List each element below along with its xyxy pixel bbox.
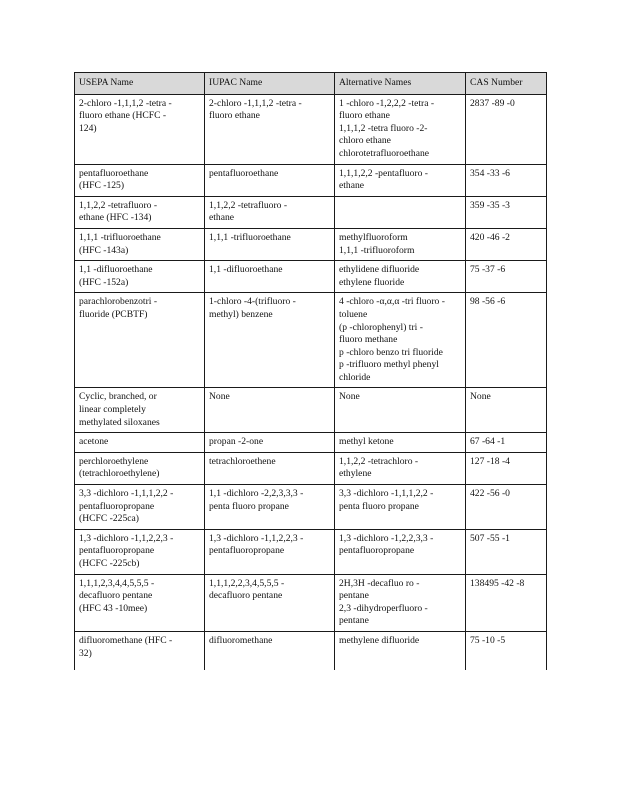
cell-text-line: ethane <box>209 212 235 224</box>
cell-text-line: (HCFC -225cb) <box>79 558 140 569</box>
cell-usepa-name <box>75 433 205 453</box>
cell-text-line: ethane <box>339 180 365 192</box>
cell-cas-number <box>466 452 547 484</box>
cell-text-line: perchloroethylene <box>79 455 149 467</box>
cell-usepa-name <box>75 293 205 388</box>
cell-text-line: methyl ketone <box>339 436 394 448</box>
cell-text-line: 2-chloro -1,1,1,2 -tetra - <box>209 97 302 109</box>
cell-text-line: 2-chloro -1,1,1,2 -tetra - <box>79 97 172 109</box>
cell-text-line: 75 -37 -6 <box>470 264 506 276</box>
table-row <box>75 196 547 228</box>
cell-text-line: methylfluoroform <box>339 231 408 243</box>
cell-text-line: 4 -chloro -α,α,α -tri fluoro - <box>339 296 445 308</box>
cell-cas-number <box>466 574 547 631</box>
cell-text-line: 1,1,1,2 -tetra fluoro -2- <box>339 122 428 134</box>
cell-text-line: chlorotetrafluoroethane <box>339 147 430 159</box>
cell-text-line: penta fluoro propane <box>339 500 419 512</box>
cell-text-line: difluoromethane (HFC - <box>79 634 173 646</box>
cell-text-line: 359 -35 -3 <box>470 199 510 211</box>
cell-iupac-name <box>205 388 335 433</box>
cell-text-line: 1,1,1,2,2,3,4,5,5,5 - <box>209 577 285 589</box>
table-row <box>75 164 547 196</box>
cell-text-line: 32) <box>79 647 92 659</box>
cell-iupac-name <box>205 631 335 670</box>
cell-alternative-names <box>335 196 466 228</box>
cell-usepa-name <box>75 196 205 228</box>
table-row <box>75 228 547 260</box>
cell-text-line: 98 -56 -6 <box>470 296 506 308</box>
cell-alternative-names <box>335 261 466 293</box>
cell-text-line: ethylene <box>339 468 372 480</box>
cell-text-line: 1,3 -dichloro -1,1,2,2,3 - <box>79 532 174 544</box>
cell-text-line: Cyclic, branched, or <box>79 391 157 403</box>
header-alternative-names: Alternative Names <box>335 73 466 95</box>
cell-iupac-name <box>205 452 335 484</box>
cell-iupac-name <box>205 433 335 453</box>
cell-text-line: (HFC -125) <box>79 180 125 192</box>
cell-text-line: 67 -64 -1 <box>470 436 506 448</box>
cell-usepa-name <box>75 574 205 631</box>
cell-text-line: 2H,3H -decafluo ro - <box>339 577 420 589</box>
cell-text-line: chloro ethane <box>339 135 391 147</box>
header-usepa-name: USEPA Name <box>75 73 205 95</box>
table-row <box>75 261 547 293</box>
cell-text-line: 420 -46 -2 <box>470 231 510 243</box>
cell-text-line: 1-chloro -4-(trifluoro - <box>209 296 296 308</box>
table-body <box>75 94 547 670</box>
cell-text-line: 1,1 -dichloro -2,2,3,3,3 - <box>209 488 304 500</box>
table-row <box>75 529 547 574</box>
cell-text-line: 124) <box>79 122 97 134</box>
cell-text-line: (HCFC -225ca) <box>79 513 139 525</box>
cell-text-line: 1,1,1,2,3,4,4,5,5,5 - <box>79 577 155 589</box>
cell-text-line: 1,3 -dichloro -1,1,2,2,3 - <box>209 532 304 544</box>
table-row <box>75 388 547 433</box>
cell-text-line: decafluoro pentane <box>209 590 283 602</box>
cell-cas-number <box>466 433 547 453</box>
header-row <box>75 73 547 95</box>
cell-text-line: pentane <box>339 590 369 602</box>
cell-iupac-name <box>205 94 335 164</box>
cell-alternative-names <box>335 433 466 453</box>
cell-text-line: 1,1,2,2 -tetrachloro - <box>339 455 419 467</box>
table-row <box>75 94 547 164</box>
cell-iupac-name <box>205 228 335 260</box>
cell-cas-number <box>466 631 547 670</box>
table-header <box>75 73 547 95</box>
cell-text-line: 354 -33 -6 <box>470 167 510 179</box>
cell-text-line: tetrachloroethene <box>209 455 276 467</box>
cell-text-line: pentafluoropropane <box>209 545 285 557</box>
cell-text-line: ethylene fluoride <box>339 276 405 288</box>
cell-cas-number <box>466 485 547 530</box>
cell-text-line: 422 -56 -0 <box>470 488 510 500</box>
cell-alternative-names <box>335 293 466 388</box>
table-row <box>75 452 547 484</box>
cell-cas-number <box>466 261 547 293</box>
cell-text-line: 1,1,2,2 -tetrafluoro - <box>79 199 158 211</box>
cell-text-line: (p -chlorophenyl) tri - <box>339 321 423 333</box>
table-row <box>75 293 547 388</box>
cell-text-line: p -chloro benzo tri fluoride <box>339 346 443 358</box>
cell-text-line: pentane <box>339 615 369 627</box>
cell-cas-number <box>466 529 547 574</box>
cell-iupac-name <box>205 574 335 631</box>
cell-text-line: decafluoro pentane <box>79 590 153 602</box>
cell-iupac-name <box>205 196 335 228</box>
cell-usepa-name <box>75 164 205 196</box>
cell-usepa-name <box>75 485 205 530</box>
cell-cas-number <box>466 164 547 196</box>
cell-usepa-name <box>75 452 205 484</box>
header-cas-number: CAS Number <box>466 73 547 95</box>
cell-text-line: 127 -18 -4 <box>470 455 510 467</box>
cell-usepa-name <box>75 529 205 574</box>
cell-text-line: pentafluoroethane <box>79 167 149 179</box>
cell-text-line: methyl) benzene <box>209 308 273 320</box>
cell-alternative-names <box>335 529 466 574</box>
cell-alternative-names <box>335 452 466 484</box>
cell-usepa-name <box>75 94 205 164</box>
cell-alternative-names <box>335 485 466 530</box>
cell-text-line: None <box>209 391 230 403</box>
cell-text-line: 507 -55 -1 <box>470 532 510 544</box>
cell-cas-number <box>466 196 547 228</box>
cell-text-line: 1,1,1 -trifluoroethane <box>209 231 291 243</box>
cell-text-line: pentafluoropropane <box>339 545 415 557</box>
cell-text-line: pentafluoroethane <box>209 167 279 179</box>
cell-text-line: None <box>339 391 360 403</box>
cell-text-line: p -trifluoro methyl phenyl <box>339 359 439 371</box>
cell-text-line: 1,1,1 -trifluoroethane <box>79 231 161 243</box>
cell-text-line: fluoride (PCBTF) <box>79 308 148 320</box>
header-iupac-name: IUPAC Name <box>205 73 335 95</box>
cell-usepa-name <box>75 228 205 260</box>
cell-text-line: difluoromethane <box>209 634 273 646</box>
cell-text-line: 3,3 -dichloro -1,1,1,2,2 - <box>339 488 434 500</box>
cell-text-line: (HFC -152a) <box>79 276 129 288</box>
cell-alternative-names <box>335 94 466 164</box>
cell-text-line: acetone <box>79 436 109 448</box>
cell-text-line: penta fluoro propane <box>209 500 289 512</box>
cell-cas-number <box>466 293 547 388</box>
cell-text-line: 1,3 -dichloro -1,2,2,3,3 - <box>339 532 434 544</box>
cell-text-line: 1,1 -difluoroethane <box>209 264 283 276</box>
cell-text-line: None <box>470 391 491 403</box>
cell-text-line: (HFC 43 -10mee) <box>79 602 148 614</box>
cell-iupac-name <box>205 485 335 530</box>
cell-alternative-names <box>335 574 466 631</box>
cell-iupac-name <box>205 261 335 293</box>
cell-text-line: (tetrachloroethylene) <box>79 468 160 480</box>
cell-text-line: 2,3 -dihydroperfluoro - <box>339 602 428 614</box>
cell-text-line: linear completely <box>79 404 146 416</box>
cell-usepa-name <box>75 631 205 670</box>
cell-text-line: 1,1 -difluoroethane <box>79 264 153 276</box>
table-row <box>75 433 547 453</box>
cell-cas-number <box>466 388 547 433</box>
cell-text-line: 2837 -89 -0 <box>470 97 515 109</box>
cell-text-line: pentafluoropropane <box>79 500 155 512</box>
cell-text-line: chloride <box>339 371 371 383</box>
cell-text-line: pentafluoropropane <box>79 545 155 557</box>
cell-iupac-name <box>205 164 335 196</box>
cell-text-line: 1,1,2,2 -tetrafluoro - <box>209 199 288 211</box>
cell-text-line: propan -2-one <box>209 436 264 448</box>
cell-text-line: parachlorobenzotri - <box>79 296 158 308</box>
cell-usepa-name <box>75 388 205 433</box>
cell-text-line: toluene <box>339 308 368 320</box>
cell-alternative-names <box>335 388 466 433</box>
cell-cas-number <box>466 94 547 164</box>
cell-text-line: methylated siloxanes <box>79 416 160 428</box>
cell-alternative-names <box>335 228 466 260</box>
cell-text-line: 138495 -42 -8 <box>470 577 525 589</box>
cell-text-line: (HFC -143a) <box>79 244 129 256</box>
cell-text-line: 1 -chloro -1,2,2,2 -tetra - <box>339 97 435 109</box>
table-row <box>75 485 547 530</box>
cell-text-line: 1,1,1 -trifluoroform <box>339 244 415 256</box>
table-row <box>75 631 547 670</box>
cell-text-line: fluoro ethane (HCFC - <box>79 110 167 122</box>
cell-iupac-name <box>205 293 335 388</box>
solvent-names-table <box>74 72 547 670</box>
cell-iupac-name <box>205 529 335 574</box>
cell-text-line: fluoro ethane <box>339 110 390 122</box>
cell-text-line: fluoro ethane <box>209 110 260 122</box>
cell-alternative-names <box>335 164 466 196</box>
cell-text-line: ethylidene difluoride <box>339 264 420 276</box>
cell-text-line: methylene difluoride <box>339 634 420 646</box>
cell-text-line: 3,3 -dichloro -1,1,1,2,2 - <box>79 488 174 500</box>
cell-usepa-name <box>75 261 205 293</box>
cell-alternative-names <box>335 631 466 670</box>
cell-text-line: fluoro methane <box>339 334 398 346</box>
cell-text-line: 1,1,1,2,2 -pentafluoro - <box>339 167 428 179</box>
cell-text-line: ethane (HFC -134) <box>79 212 152 224</box>
table-row <box>75 574 547 631</box>
cell-text-line: 75 -10 -5 <box>470 634 506 646</box>
cell-cas-number <box>466 228 547 260</box>
